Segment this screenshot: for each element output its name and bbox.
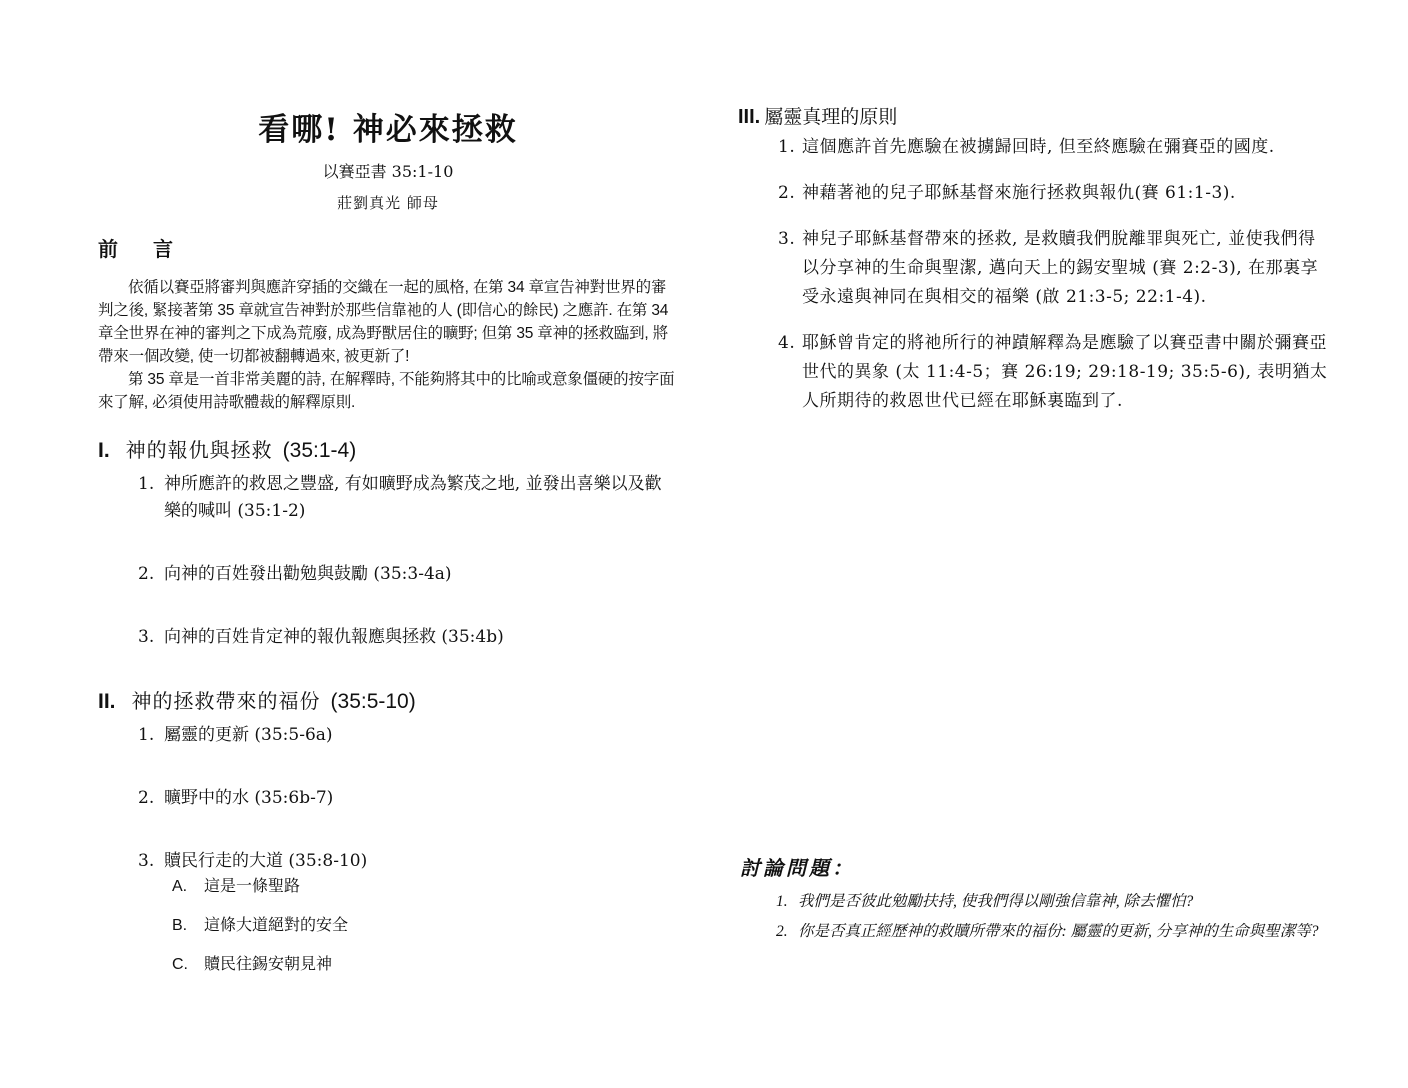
list-item: 3. 神兒子耶穌基督帶來的拯救, 是救贖我們脫離罪與死亡, 並使我們得以分享神的生命與聖潔, 邁向天上的錫安聖城 (賽 2:2-3), 在那裏享受永遠與神同在與相交的福樂 (啟 21:3-5; 22:1-4). bbox=[778, 229, 1319, 307]
list-item: 1. 這個應許首先應驗在被擄歸回時, 但至終應驗在彌賽亞的國度. bbox=[778, 137, 1275, 157]
page-title: 看哪! 神必來拯救 bbox=[258, 112, 518, 148]
list-item: 4. 耶穌曾肯定的將祂所行的神蹟解釋為是應驗了以賽亞書中關於彌賽亞世代的異象 (太 11:4-5；賽 26:19; 29:18-19; 35:5-6), 表明猶太人所期待的救恩世代已經在耶穌裏臨到了. bbox=[778, 333, 1328, 411]
section-heading-3 bbox=[738, 102, 1328, 129]
intro-heading: 前 言 bbox=[98, 237, 187, 261]
section-reference: (35:5-10) bbox=[330, 690, 416, 713]
list-item: 1. 屬靈的更新 (35:5-6a) bbox=[138, 725, 333, 745]
section-heading-1 bbox=[98, 434, 678, 463]
list-item: 2. 向神的百姓發出勸勉與鼓勵 (35:3-4a) bbox=[138, 564, 452, 584]
author: 莊劉真光 師母 bbox=[337, 194, 439, 212]
section-number: I. bbox=[98, 439, 110, 462]
intro-paragraph: 第 35 章是一首非常美麗的詩, 在解釋時, 不能夠將其中的比喻或意象僵硬的按字面來了解, 必須使用詩歌體裁的解釋原則. bbox=[98, 371, 675, 411]
section-title: 神的報仇與拯救 bbox=[125, 438, 273, 462]
section-number: III. bbox=[738, 106, 761, 128]
discussion-heading: 討論問題： bbox=[740, 856, 855, 880]
section-heading-2 bbox=[98, 685, 678, 714]
section-reference: (35:1-4) bbox=[282, 439, 357, 462]
right-column bbox=[738, 102, 1328, 433]
section-1-items bbox=[138, 471, 678, 651]
discussion-section bbox=[740, 852, 1320, 943]
section-number: II. bbox=[98, 690, 116, 713]
list-item: 2. 曠野中的水 (35:6b-7) bbox=[138, 788, 334, 808]
discussion-question: 1. 我們是否彼此勉勵扶持, 使我們得以剛強信靠神, 除去懼怕? bbox=[776, 893, 1194, 910]
list-item: 2. 神藉著祂的兒子耶穌基督來施行拯救與報仇(賽 61:1-3). bbox=[778, 183, 1236, 203]
sub-list-item: B. 這條大道絕對的安全 bbox=[172, 917, 349, 934]
sub-list-item: C. 贖民往錫安朝見神 bbox=[172, 956, 333, 973]
discussion-question: 2. 你是否真正經歷神的救贖所帶來的福份: 屬靈的更新, 分享神的生命與聖潔等? bbox=[776, 923, 1319, 940]
section-2-items bbox=[138, 722, 678, 977]
list-item: 1. 神所應許的救恩之豐盛, 有如曠野成為繁茂之地, 並發出喜樂以及歡樂的喊叫 (35:1-2) bbox=[138, 474, 662, 521]
sub-items bbox=[172, 875, 678, 977]
scripture-reference: 以賽亞書 35:1-10 bbox=[322, 162, 454, 181]
list-item: 3. 贖民行走的大道 (35:8-10) bbox=[138, 851, 368, 871]
list-item: 3. 向神的百姓肯定神的報仇報應與拯救 (35:4b) bbox=[138, 627, 504, 647]
section-title: 神的拯救帶來的福份 bbox=[131, 689, 321, 713]
section-title: 屬靈真理的原則 bbox=[764, 106, 898, 128]
section-3-items bbox=[778, 133, 1328, 416]
sub-list-item: A. 這是一條聖路 bbox=[172, 878, 301, 895]
intro-paragraph: 依循以賽亞將審判與應許穿插的交織在一起的風格, 在第 34 章宣告神對世界的審判之後, 緊接著第 35 章就宣告神對於那些信靠祂的人 (即信心的餘民) 之應許. 在第 34 章全世界在神的審判之下成為荒廢, 成為野獸居住的曠野; 但第 35 章神的拯救臨到, 將帶來一個改變, 使一切都被翻轉過來, 被更新了! bbox=[98, 279, 669, 365]
left-column bbox=[98, 102, 678, 992]
